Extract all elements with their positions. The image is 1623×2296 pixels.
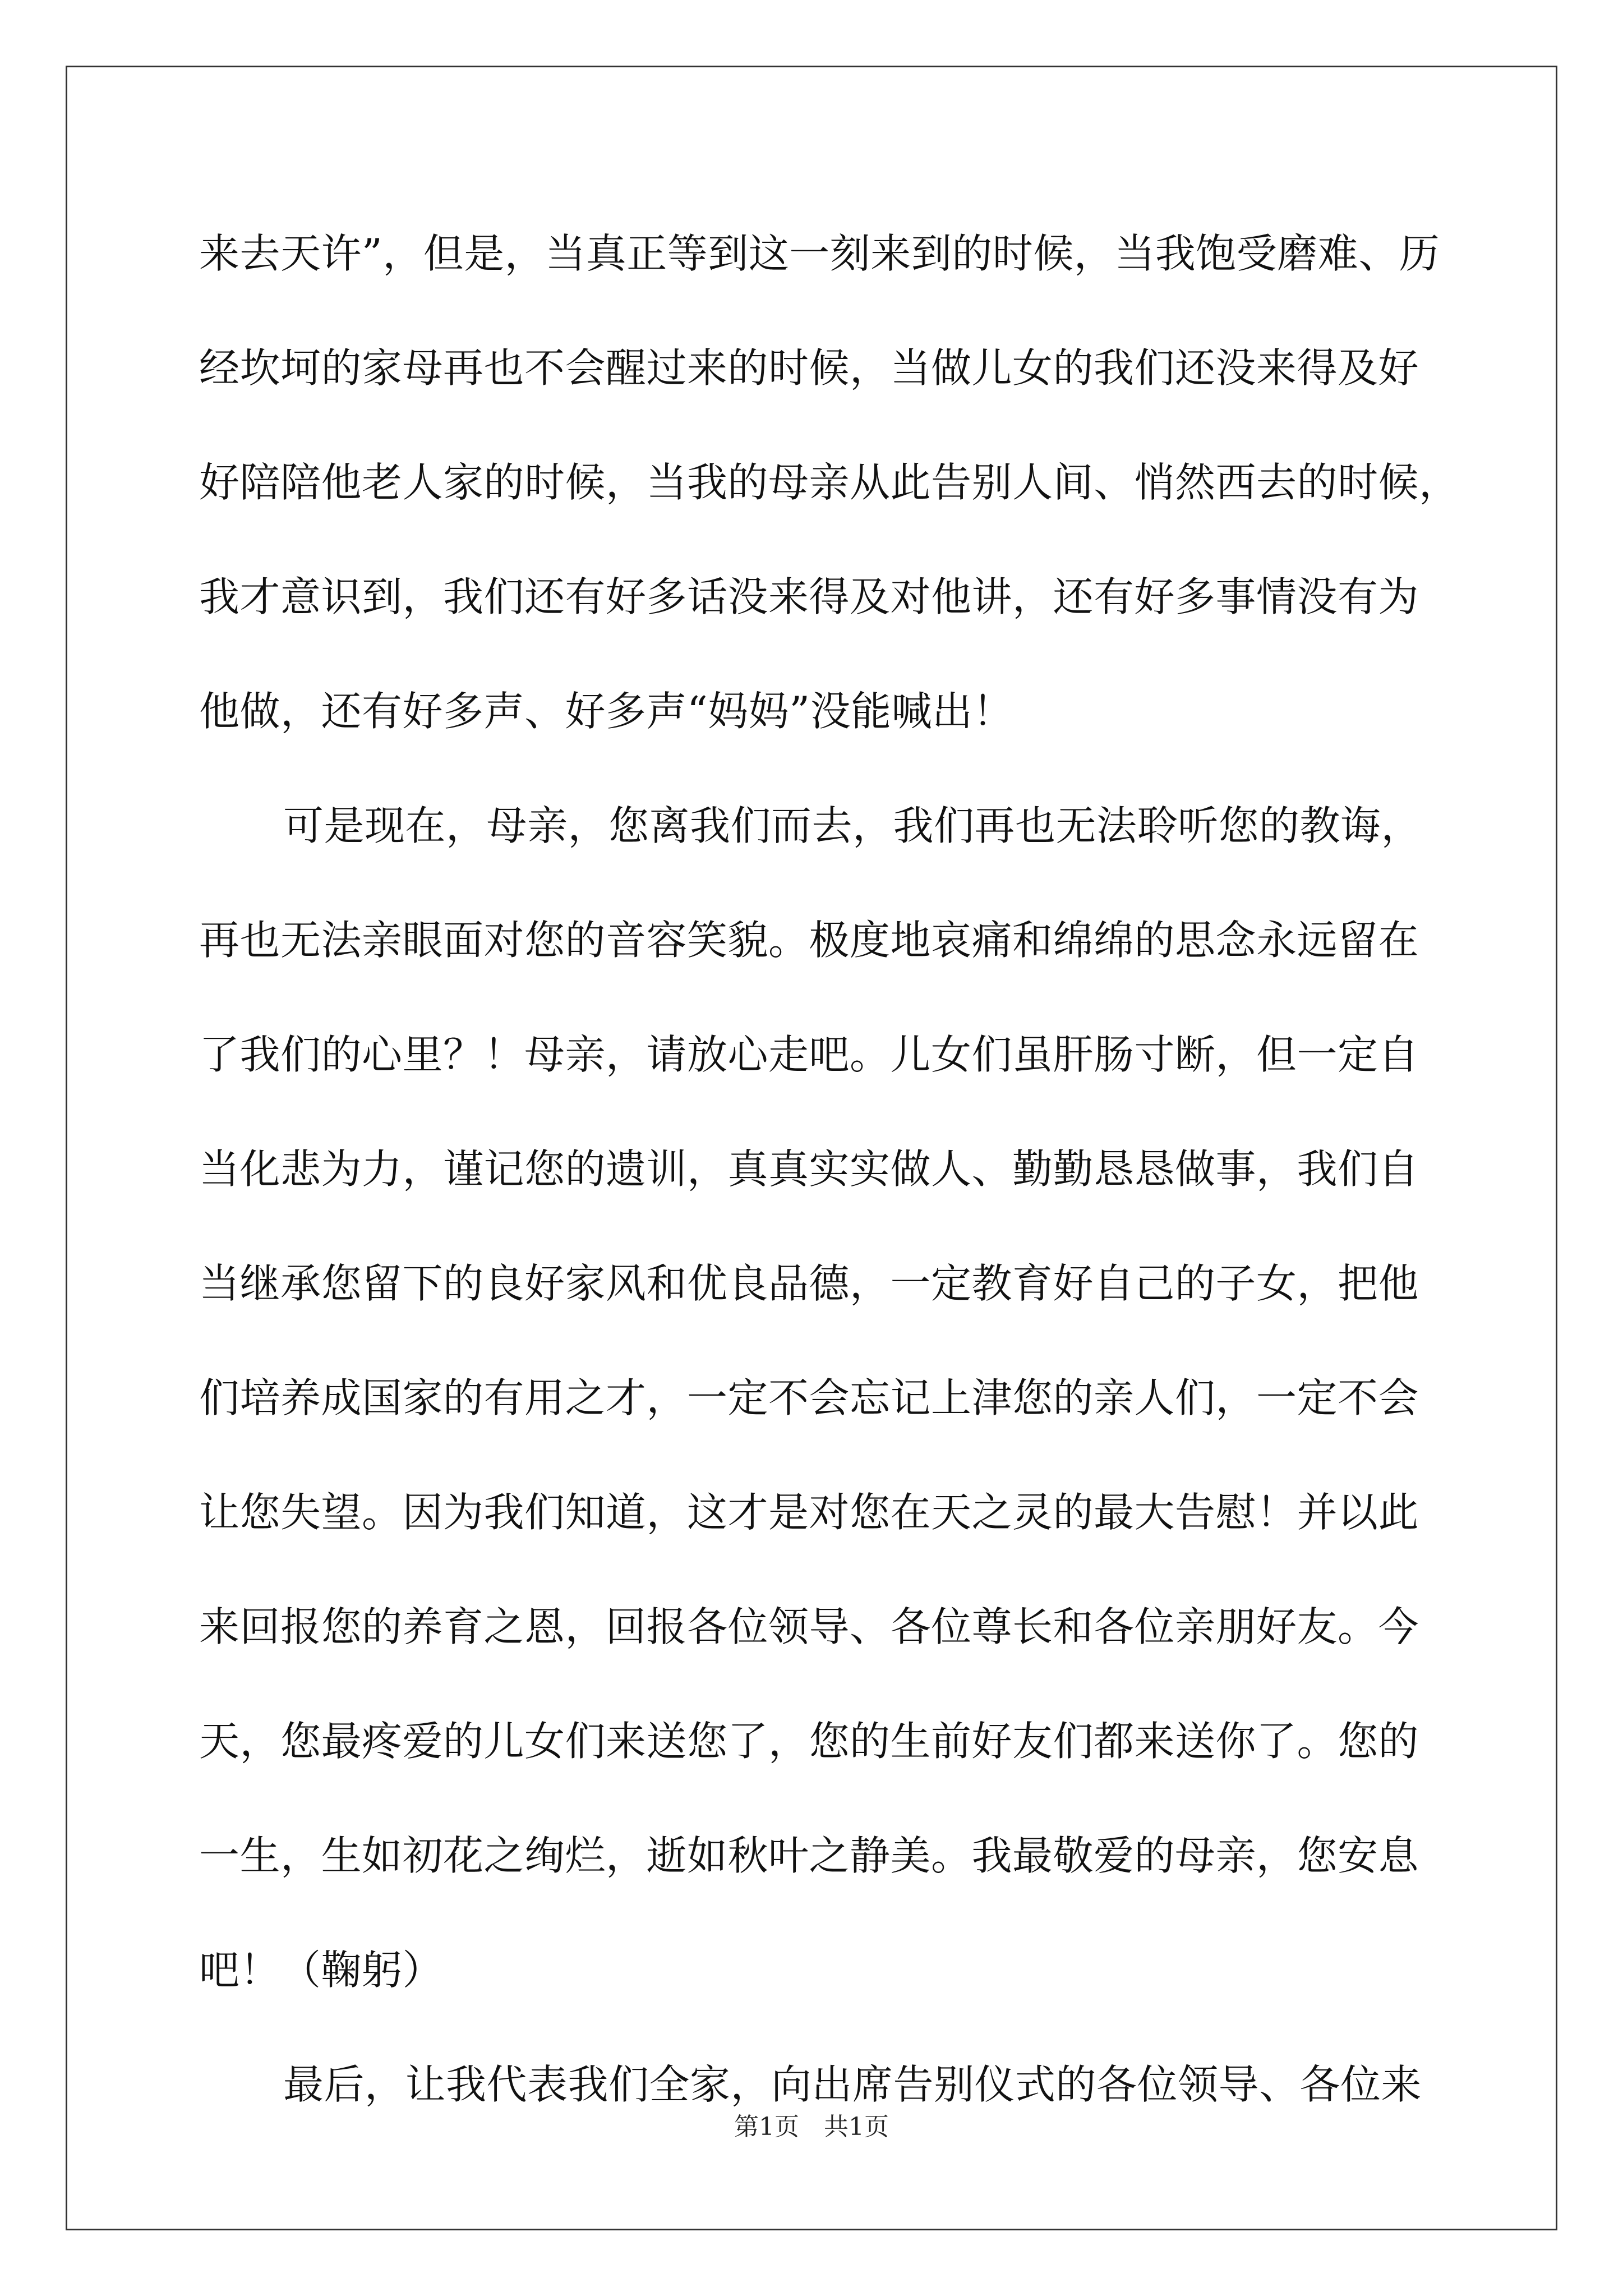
text-line: 了我们的心里？！母亲，请放心走吧。儿女们虽肝肠寸断，但一定自: [199, 1031, 1419, 1078]
document-body: [199, 196, 1461, 2142]
paragraph-first-line: 可是现在，母亲，您离我们而去，我们再也无法聆听您的教诲，: [283, 802, 1422, 849]
text-line: 好陪陪他老人家的时候，当我的母亲从此告别人间、悄然西去的时候，: [199, 459, 1460, 506]
text-line: 经坎坷的家母再也不会醒过来的时候，当做儿女的我们还没来得及好: [199, 344, 1419, 392]
text-line: 一生，生如初花之绚烂，逝如秋叶之静美。我最敬爱的母亲，您安息: [199, 1832, 1419, 1879]
text-line: 当化悲为力，谨记您的遗训，真真实实做人、勤勤恳恳做事，我们自: [199, 1145, 1419, 1193]
paragraph-first-line: 最后，让我代表我们全家，向出席告别仪式的各位领导、各位来: [283, 2061, 1422, 2108]
text-line: 天，您最疼爱的儿女们来送您了，您的生前好友们都来送你了。您的: [199, 1718, 1419, 1765]
text-line: 来去天许”，但是，当真正等到这一刻来到的时候，当我饱受磨难、历: [199, 230, 1440, 277]
page-number: 第1页 共1页: [734, 2113, 889, 2141]
text-line: 再也无法亲眼面对您的音容笑貌。极度地哀痛和绵绵的思念永远留在: [199, 917, 1419, 964]
text-line: 们培养成国家的有用之才，一定不会忘记上津您的亲人们，一定不会: [199, 1374, 1419, 1421]
text-line: 当继承您留下的良好家风和优良品德，一定教育好自己的子女，把他: [199, 1260, 1419, 1307]
text-line: 我才意识到，我们还有好多话没来得及对他讲，还有好多事情没有为: [199, 573, 1419, 620]
text-line: 来回报您的养育之恩，回报各位领导、各位尊长和各位亲朋好友。今: [199, 1603, 1419, 1650]
text-line: 吧！（鞠躬）: [199, 1947, 444, 1994]
text-line: 让您失望。因为我们知道，这才是对您在天之灵的最大告慰！并以此: [199, 1489, 1419, 1536]
text-line: 他做，还有好多声、好多声“妈妈”没能喊出！: [199, 688, 1014, 735]
